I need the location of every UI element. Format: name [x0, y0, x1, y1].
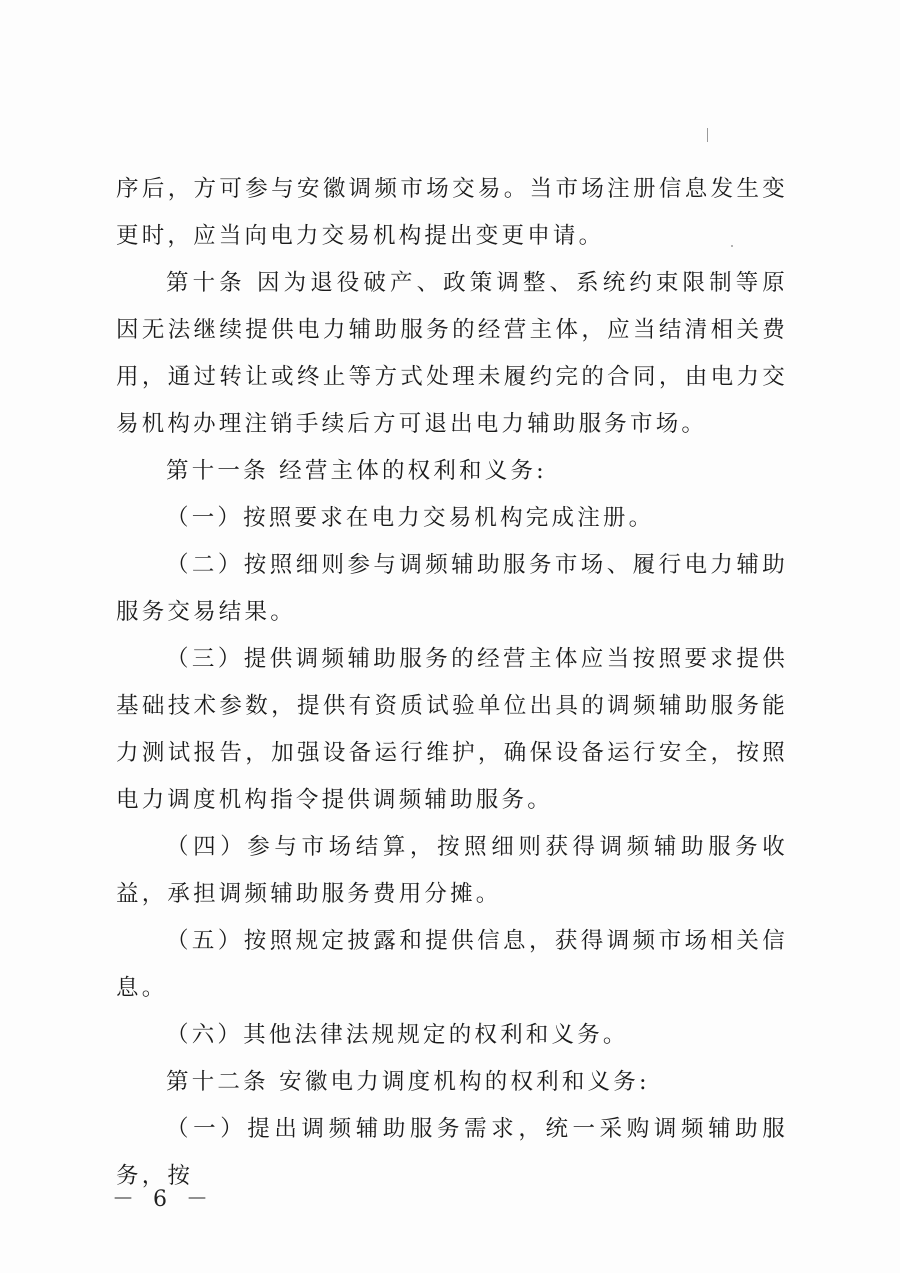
- scan-mark: [707, 128, 708, 142]
- paragraph-article-10: 第十条 因为退役破产、政策调整、系统约束限制等原因无法继续提供电力辅助服务的经营主体，应当结清相关费用，通过转让或终止等方式处理未履约完的合同，由电力交易机构办理注销手续后方可退出电力辅助服务市场。: [116, 270, 788, 437]
- paragraph-article-11-item-3: （三）提供调频辅助服务的经营主体应当按照要求提供基础技术参数，提供有资质试验单位出具的调频辅助服务能力测试报告，加强设备运行维护，确保设备运行安全，按照电力调度机构指令提供调频辅助服务。: [116, 646, 788, 813]
- paragraph-article-11-item-4: （四）参与市场结算，按照细则获得调频辅助服务收益，承担调频辅助服务费用分摊。: [116, 834, 788, 907]
- scan-mark: [731, 245, 733, 247]
- paragraph-article-11-item-5: （五）按照规定披露和提供信息，获得调频市场相关信息。: [116, 928, 788, 1001]
- paragraph-article-11-heading: 第十一条 经营主体的权利和义务:: [166, 458, 547, 484]
- paragraph-article-12-item-1: （一）提出调频辅助服务需求，统一采购调频辅助服务，按: [116, 1116, 788, 1189]
- paragraph-article-11-item-1: （一）按照要求在电力交易机构完成注册。: [166, 505, 655, 531]
- paragraph-1: 序后，方可参与安徽调频市场交易。当市场注册信息发生变更时，应当向电力交易机构提出变更申请。: [116, 176, 788, 249]
- page-number: － 6 －: [112, 1187, 214, 1212]
- paragraph-article-12-heading: 第十二条 安徽电力调度机构的权利和义务:: [166, 1069, 650, 1095]
- paragraph-article-11-item-6: （六）其他法律法规规定的权利和义务。: [166, 1022, 629, 1048]
- paragraph-article-11-item-2: （二）按照细则参与调频辅助服务市场、履行电力辅助服务交易结果。: [116, 552, 788, 625]
- document-body: [116, 166, 788, 1200]
